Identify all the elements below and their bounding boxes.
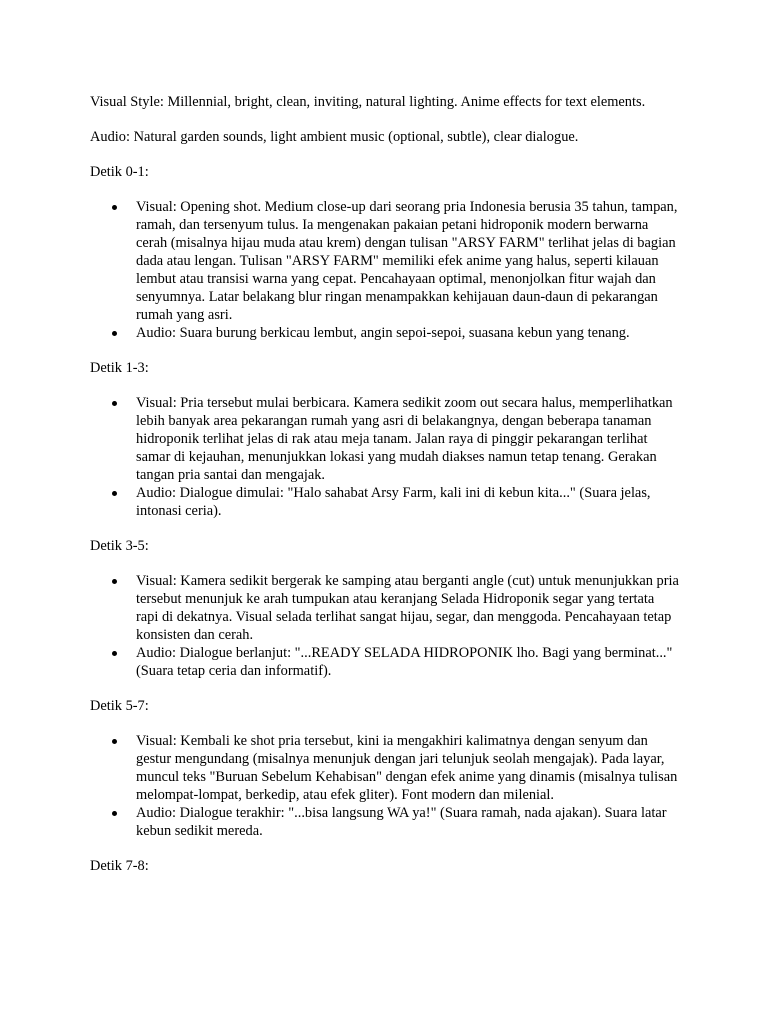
bullet-icon xyxy=(112,579,117,584)
bullet-list xyxy=(90,394,680,520)
list-item-text: Audio: Dialogue berlanjut: "...READY SELADA HIDROPONIK lho. Bagi yang berminat..." (Suara tetap ceria dan informatif). xyxy=(136,645,673,679)
section-heading: Detik 7-8: xyxy=(90,858,149,874)
list-item xyxy=(136,394,680,484)
bullet-icon xyxy=(112,401,117,406)
section-heading: Detik 5-7: xyxy=(90,698,149,714)
list-item-text: Audio: Dialogue dimulai: "Halo sahabat Arsy Farm, kali ini di kebun kita..." (Suara jelas, intonasi ceria). xyxy=(136,485,651,519)
list-item-text: Visual: Kamera sedikit bergerak ke samping atau berganti angle (cut) untuk menunjukkan pria tersebut menunjuk ke arah tumpukan atau keranjang Selada Hidroponik segar yang tertata rapi di dekatnya. Visual selada terlihat sangat hijau, segar, dan menggoda. Pencahayaan tetap konsisten dan cerah. xyxy=(136,573,679,643)
section-heading: Detik 3-5: xyxy=(90,538,149,554)
bullet-icon xyxy=(112,205,117,210)
audio-paragraph: Audio: Natural garden sounds, light ambient music (optional, subtle), clear dialogue. xyxy=(90,129,579,145)
list-item xyxy=(136,644,680,680)
list-item xyxy=(136,732,680,804)
visual-style-paragraph: Visual Style: Millennial, bright, clean, inviting, natural lighting. Anime effects for text elements. xyxy=(90,94,646,110)
list-item xyxy=(136,198,680,324)
bullet-list xyxy=(90,572,680,680)
section-heading: Detik 0-1: xyxy=(90,164,149,180)
list-item-text: Visual: Pria tersebut mulai berbicara. Kamera sedikit zoom out secara halus, memperlihatkan lebih banyak area pekarangan rumah yang asri di belakangnya, dengan beberapa tanaman hidroponik terlihat jelas di rak atau meja tanam. Jalan raya di pinggir pekarangan terlihat samar di kejauhan, menunjukkan lokasi yang mudah diakses namun tetap tenang. Gerakan tangan pria santai dan mengajak. xyxy=(136,395,673,483)
list-item xyxy=(136,572,680,644)
bullet-list xyxy=(90,732,680,840)
list-item xyxy=(136,324,680,342)
bullet-icon xyxy=(112,651,117,656)
list-item-text: Visual: Kembali ke shot pria tersebut, kini ia mengakhiri kalimatnya dengan senyum dan gestur mengundang (misalnya menunjuk dengan jari telunjuk seolah mengajak). Pada layar, muncul teks "Buruan Sebelum Kehabisan" dengan efek anime yang dinamis (misalnya tulisan melompat-lompat, berkedip, atau efek gliter). Font modern dan milenial. xyxy=(136,733,678,803)
bullet-list xyxy=(90,198,680,342)
list-item-text: Audio: Dialogue terakhir: "...bisa langsung WA ya!" (Suara ramah, nada ajakan). Suara latar kebun sedikit mereda. xyxy=(136,805,667,839)
list-item-text: Visual: Opening shot. Medium close-up dari seorang pria Indonesia berusia 35 tahun, tampan, ramah, dan tersenyum tulus. Ia mengenakan pakaian petani hidroponik modern berwarna cerah (misalnya hijau muda atau krem) dengan tulisan "ARSY FARM" terlihat jelas di bagian dada atau lengan. Tulisan "ARSY FARM" memiliki efek anime yang halus, seperti kilauan lembut atau transisi warna yang cepat. Pencahayaan optimal, menonjolkan fitur wajah dan senyumnya. Latar belakang blur ringan menampakkan kehijauan daun-daun di pekarangan rumah yang asri. xyxy=(136,199,678,323)
list-item xyxy=(136,804,680,840)
bullet-icon xyxy=(112,331,117,336)
bullet-icon xyxy=(112,491,117,496)
bullet-icon xyxy=(112,739,117,744)
section-heading: Detik 1-3: xyxy=(90,360,149,376)
list-item xyxy=(136,484,680,520)
bullet-icon xyxy=(112,811,117,816)
document-page xyxy=(90,93,680,892)
list-item-text: Audio: Suara burung berkicau lembut, angin sepoi-sepoi, suasana kebun yang tenang. xyxy=(136,325,630,341)
